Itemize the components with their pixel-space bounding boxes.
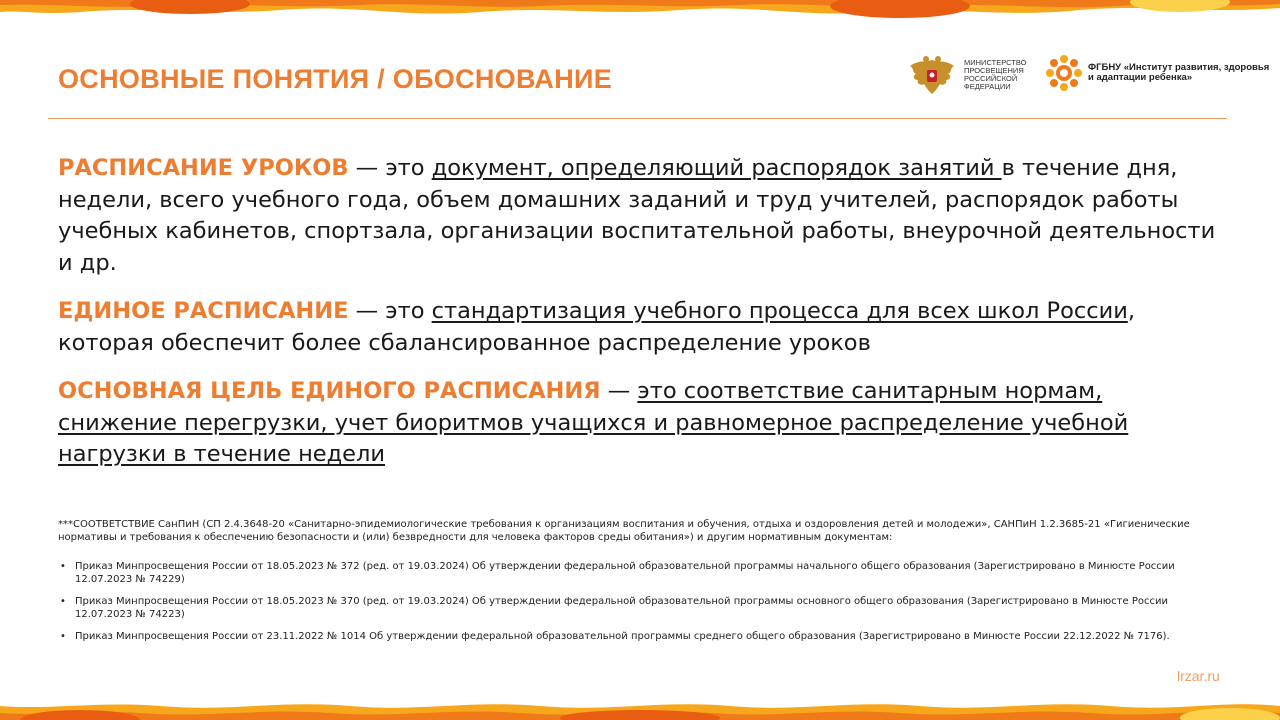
- footnote-block: [58, 518, 1218, 652]
- definition-term: РАСПИСАНИЕ УРОКОВ: [58, 155, 349, 181]
- definition-dash: — это: [348, 298, 432, 324]
- header-divider: [48, 118, 1227, 119]
- ministry-logo: [906, 54, 1028, 96]
- institute-logo: [1046, 55, 1273, 91]
- site-url: lrzar.ru: [1177, 668, 1220, 684]
- bottom-decor-band: [0, 698, 1280, 720]
- footnote-intro: ***СООТВЕТСТВИЕ СанПиН (СП 2.4.3648-20 «Санитарно-эпидемиологические требования к организациям воспитания и обучения, отдыха и оздоровления детей и молодежи», САНПиН 1.2.3685-21 «Гигиенические нормативы и требования к обеспечению безопасности и (или) безвредности для человека факторов среды обитания») и другим нормативным документам:: [58, 519, 1190, 543]
- footnote-item: • Приказ Минпросвещения России от 18.05.2023 № 372 (ред. от 19.03.2024) Об утверждении федеральной образовательной программы начального общего образования (Зарегистрировано в Минюсте России 12.07.2023 № 74229): [58, 560, 1218, 586]
- definition-rest: в течение дня, недели, всего учебного года, объем домашних заданий и труд учителей, распорядок работы учебных кабинетов, спортзала, организации воспитательной работы, внеурочной деятельности и др.: [58, 155, 1216, 276]
- definition-unified-schedule: [58, 296, 1228, 359]
- eagle-emblem-icon: [906, 54, 958, 96]
- definition-underlined: это соответствие санитарным нормам, снижение перегрузки, учет биоритмов учащихся и равномерное распределение учебной нагрузки в течение недели: [58, 378, 1129, 467]
- definition-term: ЕДИНОЕ РАСПИСАНИЕ: [58, 298, 349, 324]
- definition-schedule: [58, 153, 1228, 279]
- top-decor-band: [0, 0, 1280, 20]
- institute-emblem-icon: [1046, 55, 1082, 91]
- footnote-item: • Приказ Минпросвещения России от 23.11.2022 № 1014 Об утверждении федеральной образовательной программы среднего общего образования (Зарегистрировано в Минюсте России 22.12.2022 № 7176).: [58, 630, 1218, 643]
- definition-rest: , которая обеспечит более сбалансированное распределение уроков: [58, 298, 1135, 356]
- definition-main-goal: [58, 376, 1228, 471]
- definition-dash: —: [600, 378, 638, 404]
- page-title: ОСНОВНЫЕ ПОНЯТИЯ / ОБОСНОВАНИЕ: [58, 64, 613, 94]
- footnote-list: [58, 560, 1218, 643]
- footnote-item: • Приказ Минпросвещения России от 18.05.2023 № 370 (ред. от 19.03.2024) Об утверждении федеральной образовательной программы основного общего образования (Зарегистрировано в Минюсте России 12.07.2023 № 74223): [58, 595, 1218, 621]
- institute-name: ФГБНУ «Институт развития, здоровья и адаптации ребенка»: [1088, 62, 1270, 83]
- definition-underlined: документ, определяющий распорядок занятий: [431, 155, 1002, 181]
- ministry-name: МИНИСТЕРСТВО ПРОСВЕЩЕНИЯ РОССИЙСКОЙ ФЕДЕРАЦИИ: [964, 58, 1027, 91]
- definition-term: ОСНОВНАЯ ЦЕЛЬ ЕДИНОГО РАСПИСАНИЯ: [58, 378, 601, 404]
- definition-underlined: стандартизация учебного процесса для всех школ России: [431, 298, 1128, 324]
- definition-dash: — это: [348, 155, 432, 181]
